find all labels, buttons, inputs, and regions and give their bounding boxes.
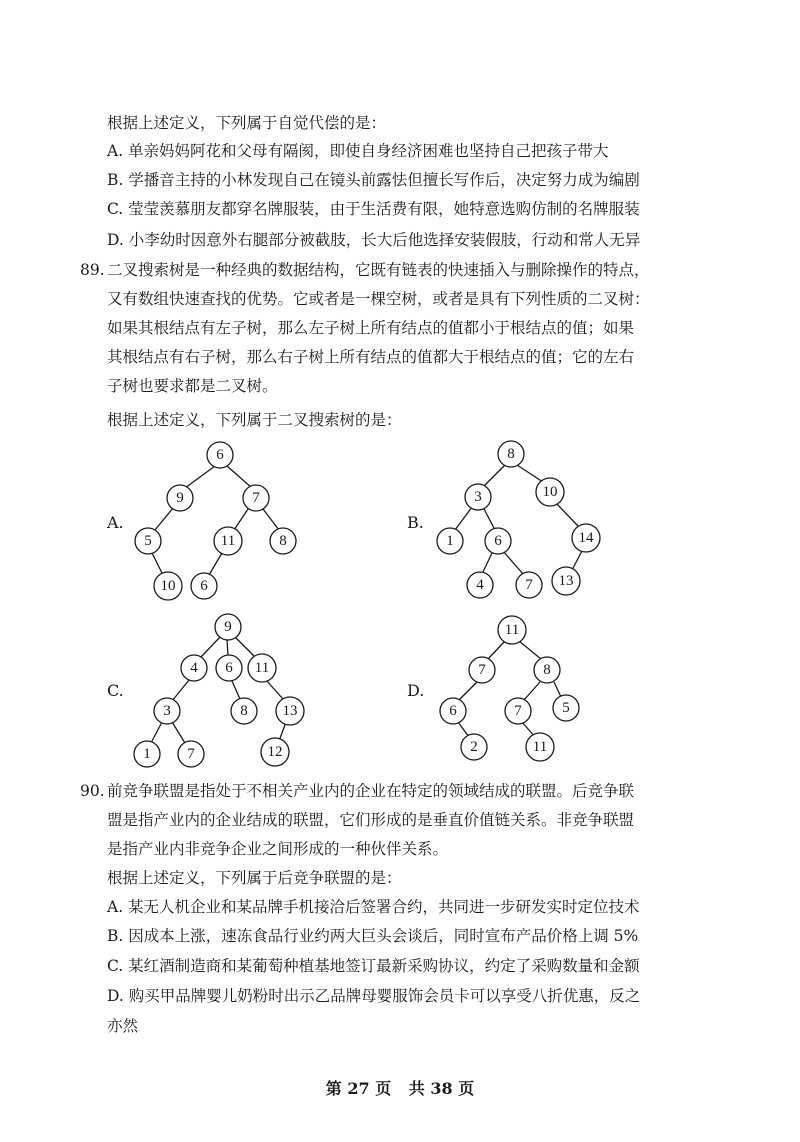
q89-option-d-label: D. xyxy=(407,681,425,700)
tree-d-label: 6 xyxy=(449,703,457,719)
q89-line-5: 子树也要求都是二叉树。 xyxy=(107,377,278,395)
q88-option-a: A. 单亲妈妈阿花和父母有隔阂，即使自身经济困难也坚持自己把孩子带大 xyxy=(107,142,609,160)
tree-b-label: 14 xyxy=(578,530,594,546)
tree-c-label: 4 xyxy=(190,660,198,676)
tree-d-label: 7 xyxy=(478,662,486,678)
tree-d-label: 8 xyxy=(543,662,551,678)
tree-c-label: 7 xyxy=(187,746,195,762)
q89-option-b-label: B. xyxy=(407,513,424,532)
tree-b-label: 8 xyxy=(507,446,515,462)
q90-option-d-cont: 亦然 xyxy=(107,1017,139,1035)
q90-option-c: C. 某红酒制造商和某葡萄种植基地签订最新采购协议，约定了采购数量和金额 xyxy=(107,957,640,975)
page-number: 第 27 页 xyxy=(325,1079,392,1098)
q90-line-1: 前竞争联盟是指处于不相关产业内的企业在特定的领域结成的联盟。后竞争联 xyxy=(107,782,635,800)
tree-a-label: 8 xyxy=(279,533,287,549)
tree-b-label: 7 xyxy=(525,577,533,593)
tree-c-label: 1 xyxy=(143,746,151,762)
q90-option-a: A. 某无人机企业和某品牌手机接洽后签署合约，共同进一步研发实时定位技术 xyxy=(107,898,640,916)
q89-prompt: 根据上述定义，下列属于二叉搜索树的是： xyxy=(107,411,402,429)
q90-option-d: D. 购买甲品牌婴儿奶粉时出示乙品牌母婴服饰会员卡可以享受八折优惠，反之 xyxy=(107,987,641,1005)
q89-number: 89. xyxy=(80,261,105,279)
q88-option-c: C. 莹莹羡慕朋友都穿名牌服装，由于生活费有限，她特意选购仿制的名牌服装 xyxy=(107,200,640,218)
q90-line-2: 盟是指产业内的企业结成的联盟，它们形成的是垂直价值链关系。非竞争联盟 xyxy=(107,811,635,829)
tree-d-label: 11 xyxy=(532,739,548,755)
page-total: 共 38 页 xyxy=(408,1079,475,1098)
tree-c-label: 9 xyxy=(224,619,232,635)
tree-b-label: 13 xyxy=(558,573,574,589)
tree-d-label: 5 xyxy=(562,700,570,716)
q90-option-b: B. 因成本上涨，速冻食品行业约两大巨头会谈后，同时宣布产品价格上调 5% xyxy=(107,927,639,945)
q89-option-a-label: A. xyxy=(107,513,124,532)
tree-a-label: 9 xyxy=(176,490,184,506)
tree-b-label: 3 xyxy=(474,489,482,505)
q89-line-2: 又有数组快速查找的优势。它或者是一棵空树，或者是具有下列性质的二叉树： xyxy=(107,290,650,308)
tree-a-label: 7 xyxy=(252,490,260,506)
tree-d-label: 7 xyxy=(514,703,522,719)
tree-a-label: 10 xyxy=(160,578,176,594)
q89-option-c-label: C. xyxy=(107,681,124,700)
tree-c-label: 8 xyxy=(240,703,248,719)
tree-d-label: 11 xyxy=(504,622,520,638)
tree-a-label: 6 xyxy=(200,578,208,594)
tree-c-label: 3 xyxy=(163,703,171,719)
q90-prompt: 根据上述定义，下列属于后竞争联盟的是： xyxy=(107,869,402,887)
tree-b-label: 10 xyxy=(542,484,558,500)
tree-a-label: 5 xyxy=(144,533,152,549)
q90-line-3: 是指产业内非竞争企业之间形成的一种伙伴关系。 xyxy=(107,840,449,858)
tree-c-label: 11 xyxy=(254,660,270,676)
q89-line-4: 其根结点有右子树，那么右子树上所有结点的值都大于根结点的值；它的左右 xyxy=(107,348,635,366)
tree-c-label: 6 xyxy=(225,660,233,676)
page-footer xyxy=(0,1079,800,1099)
tree-a-label: 11 xyxy=(220,533,236,549)
q88-option-d: D. 小李幼时因意外右腿部分被截肢，长大后他选择安装假肢，行动和常人无异 xyxy=(107,231,641,249)
q90-number: 90. xyxy=(80,782,105,800)
tree-a-label: 6 xyxy=(216,447,224,463)
tree-b-label: 1 xyxy=(446,533,454,549)
q89-line-1: 二叉搜索树是一种经典的数据结构，它既有链表的快速插入与删除操作的特点， xyxy=(107,261,650,279)
tree-c-label: 12 xyxy=(267,744,283,760)
q89-line-3: 如果其根结点有左子树，那么左子树上所有结点的值都小于根结点的值；如果 xyxy=(107,319,635,337)
q88-prompt: 根据上述定义，下列属于自觉代偿的是： xyxy=(107,114,387,132)
tree-b-label: 4 xyxy=(476,577,484,593)
tree-b-label: 6 xyxy=(494,533,502,549)
tree-c-label: 13 xyxy=(282,703,298,719)
q88-option-b: B. 学播音主持的小林发现自己在镜头前露怯但擅长写作后，决定努力成为编剧 xyxy=(107,171,640,189)
tree-d-label: 2 xyxy=(470,739,478,755)
